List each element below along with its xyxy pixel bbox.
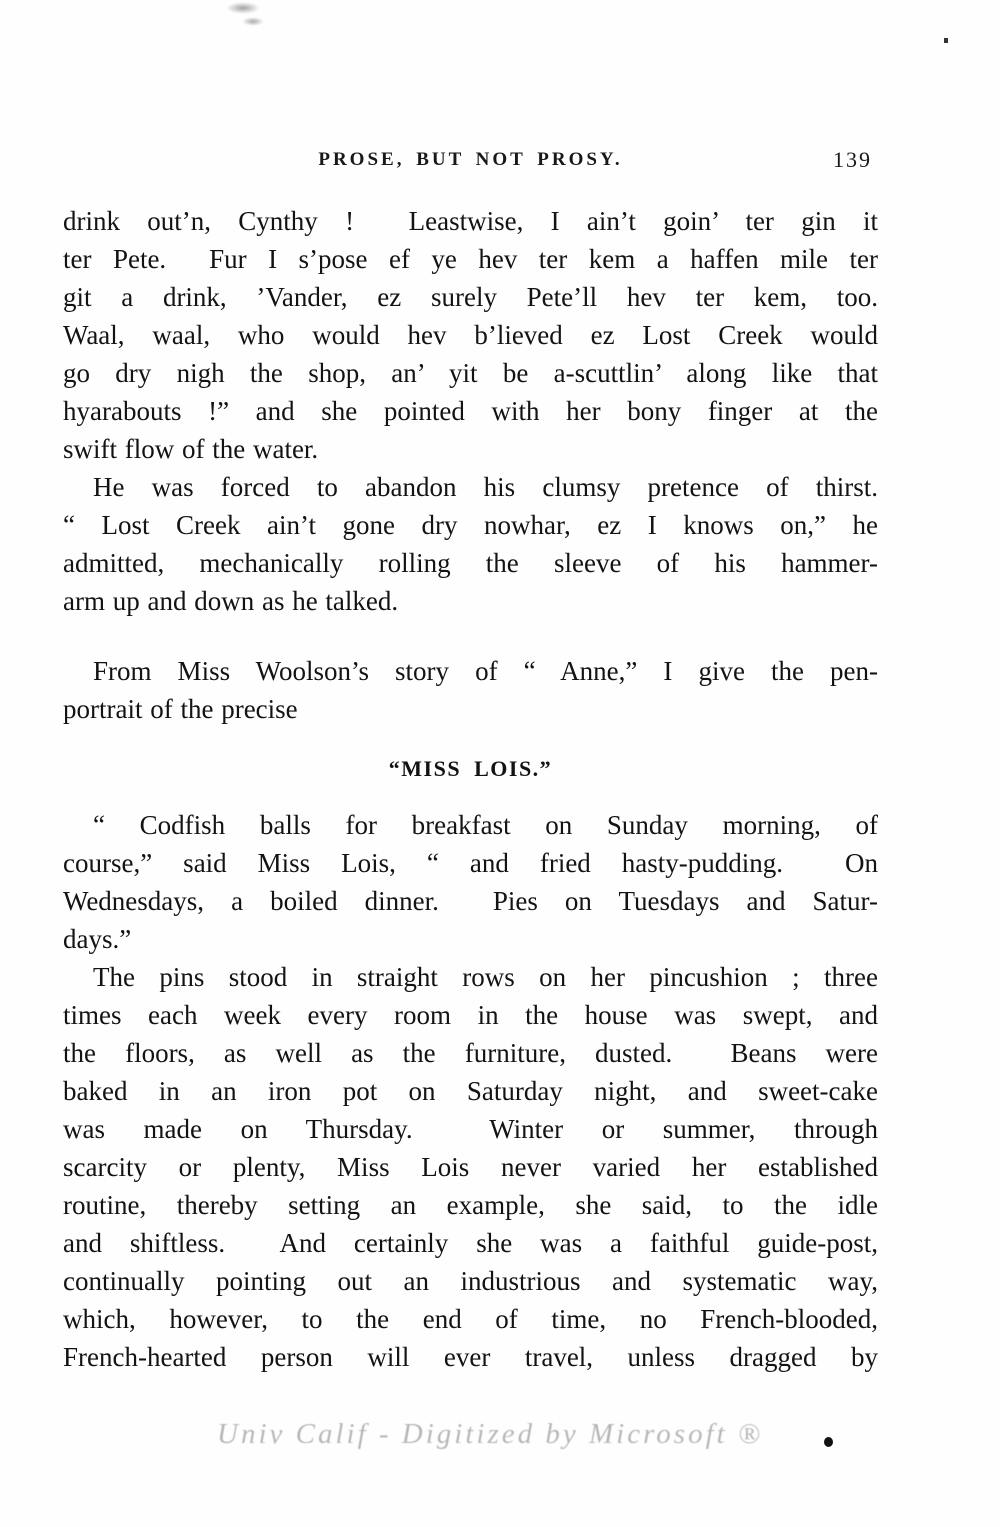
digitization-watermark: Univ Calif - Digitized by Microsoft ® xyxy=(217,1418,763,1450)
text-line: the floors, as well as the furniture, dusted. Beans were xyxy=(63,1038,878,1068)
text-line: The pins stood in straight rows on her pincushion ; three xyxy=(93,962,878,992)
text-line: go dry nigh the shop, an’ yit be a-scuttlin’ along like that xyxy=(63,358,878,388)
body-text xyxy=(63,202,878,1376)
text-line: ter Pete. Fur I s’pose ef ye hev ter kem a haffen mile ter xyxy=(63,244,878,274)
text-line: times each week every room in the house was swept, and xyxy=(63,1000,878,1030)
paragraph-woolson-intro xyxy=(63,652,878,728)
text-line: French-hearted person will ever travel, unless dragged by xyxy=(63,1342,878,1372)
text-line: He was forced to abandon his clumsy pretence of thirst. xyxy=(93,472,878,502)
paragraph-codfish xyxy=(63,806,878,958)
smudge-blob xyxy=(226,2,260,14)
text-line: was made on Thursday. Winter or summer, through xyxy=(63,1114,878,1144)
ink-dot xyxy=(824,1437,833,1447)
paragraph-lost-creek xyxy=(63,468,878,620)
text-line: portrait of the precise xyxy=(63,694,298,724)
text-line: which, however, to the end of time, no French-blooded, xyxy=(63,1304,878,1334)
text-line: scarcity or plenty, Miss Lois never varied her established xyxy=(63,1152,878,1182)
text-line: git a drink, ’Vander, ez surely Pete’ll hev ter kem, too. xyxy=(63,282,878,312)
text-line: arm up and down as he talked. xyxy=(63,586,399,616)
text-line: Waal, waal, who would hev b’lieved ez Lost Creek would xyxy=(63,320,878,350)
text-line: and shiftless. And certainly she was a faithful guide-post, xyxy=(63,1228,878,1258)
text-line: course,” said Miss Lois, “ and fried hasty-pudding. On xyxy=(63,848,878,878)
text-line: days.” xyxy=(63,924,132,954)
paragraph-pins xyxy=(63,958,878,1376)
text-line: From Miss Woolson’s story of “ Anne,” I give the pen- xyxy=(93,656,878,686)
text-line: admitted, mechanically rolling the sleeve of his hammer- xyxy=(63,548,878,578)
paragraph-dialect-continuation xyxy=(63,202,878,468)
scan-smudge xyxy=(212,0,274,30)
text-line: Wednesdays, a boiled dinner. Pies on Tuesdays and Satur- xyxy=(63,886,878,916)
text-line: baked in an iron pot on Saturday night, and sweet-cake xyxy=(63,1076,878,1106)
text-line: swift flow of the water. xyxy=(63,434,319,464)
running-head xyxy=(63,149,878,177)
text-line: drink out’n, Cynthy ! Leastwise, I ain’t goin’ ter gin it xyxy=(63,206,878,236)
page-number: 139 xyxy=(833,147,872,172)
text-line: hyarabouts !” and she pointed with her bony finger at the xyxy=(63,396,878,426)
text-line: “ Codfish balls for breakfast on Sunday morning, of xyxy=(93,810,878,840)
section-heading-miss-lois: “MISS LOIS.” xyxy=(388,756,553,781)
text-line: continually pointing out an industrious and systematic way, xyxy=(63,1266,878,1296)
smudge-blob xyxy=(242,17,264,26)
page-title: PROSE, BUT NOT PROSY. xyxy=(318,149,623,170)
text-line: routine, thereby setting an example, she said, to the idle xyxy=(63,1190,878,1220)
scan-speck xyxy=(944,38,948,43)
text-line: “ Lost Creek ain’t gone dry nowhar, ez I knows on,” he xyxy=(63,510,878,540)
